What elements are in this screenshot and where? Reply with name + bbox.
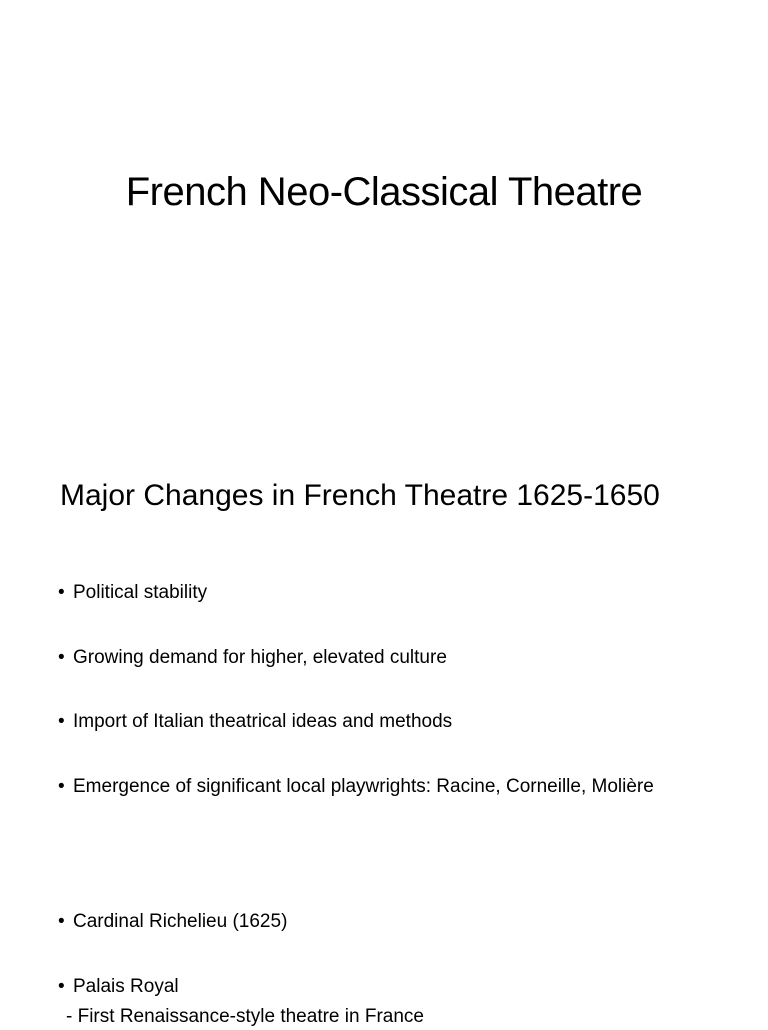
bullet-text: Import of Italian theatrical ideas and methods — [73, 711, 453, 732]
bullet-item — [58, 909, 287, 935]
bullet-item — [58, 645, 447, 671]
bullet-glyph: • — [58, 911, 65, 932]
bullet-text: Cardinal Richelieu (1625) — [73, 911, 288, 932]
bullet-item — [58, 974, 179, 1000]
bullet-glyph: • — [58, 582, 65, 603]
bullet-text: Political stability — [73, 582, 208, 603]
bullet-item — [58, 709, 452, 735]
bullet-glyph: • — [58, 776, 65, 797]
bullet-text: Emergence of significant local playwrights: Racine, Corneille, Molière — [73, 776, 654, 797]
bullet-glyph: • — [58, 647, 65, 668]
bullet-text: Palais Royal — [73, 976, 179, 997]
bullet-glyph: • — [58, 711, 65, 732]
bullet-text: Growing demand for higher, elevated culture — [73, 647, 447, 668]
sub-bullet-text: - First Renaissance-style theatre in France — [66, 1006, 424, 1027]
section-heading: Major Changes in French Theatre 1625-1650 — [60, 479, 660, 512]
bullet-item — [58, 580, 207, 606]
bullet-item — [58, 774, 654, 800]
slide-title: French Neo-Classical Theatre — [125, 170, 643, 214]
bullet-glyph: • — [58, 976, 65, 997]
